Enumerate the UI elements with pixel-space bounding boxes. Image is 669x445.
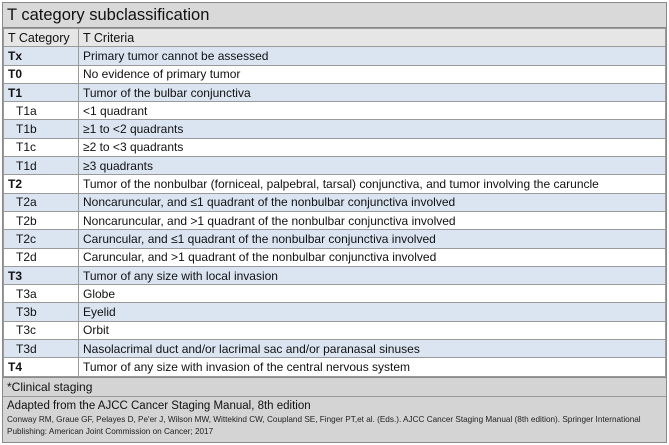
row-criteria: Nasolacrimal duct and/or lacrimal sac and/or paranasal sinuses	[79, 340, 666, 358]
table-row	[4, 358, 666, 376]
row-criteria: Tumor of any size with invasion of the central nervous system	[79, 358, 666, 376]
table-footer	[3, 377, 666, 438]
row-category: T1b	[4, 120, 79, 138]
row-category: T2b	[4, 211, 79, 229]
row-criteria: Noncaruncular, and ≤1 quadrant of the nonbulbar conjunctiva involved	[79, 193, 666, 211]
table-row	[4, 193, 666, 211]
table-title: T category subclassification	[3, 3, 666, 28]
row-category: T3b	[4, 303, 79, 321]
table-row	[4, 303, 666, 321]
table-row	[4, 266, 666, 284]
table-row	[4, 65, 666, 83]
row-category: T3c	[4, 321, 79, 339]
row-criteria: Globe	[79, 285, 666, 303]
row-criteria: Tumor of the bulbar conjunctiva	[79, 83, 666, 101]
table-row	[4, 47, 666, 65]
row-criteria: <1 quadrant	[79, 102, 666, 120]
adapted-line: Adapted from the AJCC Cancer Staging Manual, 8th edition	[7, 399, 311, 412]
row-category: T2a	[4, 193, 79, 211]
row-category: T3d	[4, 340, 79, 358]
table-row	[4, 321, 666, 339]
table-row	[4, 340, 666, 358]
row-criteria: Primary tumor cannot be assessed	[79, 47, 666, 65]
table-row	[4, 175, 666, 193]
row-criteria: Noncaruncular, and >1 quadrant of the nonbulbar conjunctiva involved	[79, 211, 666, 229]
row-category: Tx	[4, 47, 79, 65]
header-category: T Category	[4, 29, 79, 47]
row-criteria: ≥3 quadrants	[79, 157, 666, 175]
row-category: T4	[4, 358, 79, 376]
table-row	[4, 120, 666, 138]
row-criteria: ≥2 to <3 quadrants	[79, 138, 666, 156]
row-criteria: Orbit	[79, 321, 666, 339]
table-body	[4, 47, 666, 376]
row-category: T1a	[4, 102, 79, 120]
table-row	[4, 248, 666, 266]
row-criteria: No evidence of primary tumor	[79, 65, 666, 83]
row-criteria: Tumor of the nonbulbar (forniceal, palpebral, tarsal) conjunctiva, and tumor involving the caruncle	[79, 175, 666, 193]
table-row	[4, 102, 666, 120]
row-category: T2c	[4, 230, 79, 248]
citation: Conway RM, Graue GF, Pelayes D, Pe'er J, Wilson MW, Wittekind CW, Coupland SE, Finger PT,et al. (Eds.). AJCC Cancer Staging Manual (8th edition). Springer International Publishing: American Joint Commission on Cancer; 2017	[7, 414, 641, 436]
table-row	[4, 211, 666, 229]
header-row	[4, 29, 666, 47]
table-row	[4, 230, 666, 248]
t-category-table	[3, 28, 666, 377]
row-category: T2d	[4, 248, 79, 266]
row-category: T0	[4, 65, 79, 83]
table-row	[4, 83, 666, 101]
row-category: T1d	[4, 157, 79, 175]
table-row	[4, 285, 666, 303]
header-criteria: T Criteria	[79, 29, 666, 47]
row-criteria: Eyelid	[79, 303, 666, 321]
row-criteria: ≥1 to <2 quadrants	[79, 120, 666, 138]
table-row	[4, 138, 666, 156]
row-category: T1c	[4, 138, 79, 156]
table-card	[2, 2, 667, 443]
row-category: T1	[4, 83, 79, 101]
row-criteria: Caruncular, and ≤1 quadrant of the nonbulbar conjunctiva involved	[79, 230, 666, 248]
row-criteria: Caruncular, and >1 quadrant of the nonbulbar conjunctiva involved	[79, 248, 666, 266]
row-category: T3	[4, 266, 79, 284]
row-category: T2	[4, 175, 79, 193]
row-category: T3a	[4, 285, 79, 303]
footnote: *Clinical staging	[3, 378, 666, 397]
row-criteria: Tumor of any size with local invasion	[79, 266, 666, 284]
table-row	[4, 157, 666, 175]
